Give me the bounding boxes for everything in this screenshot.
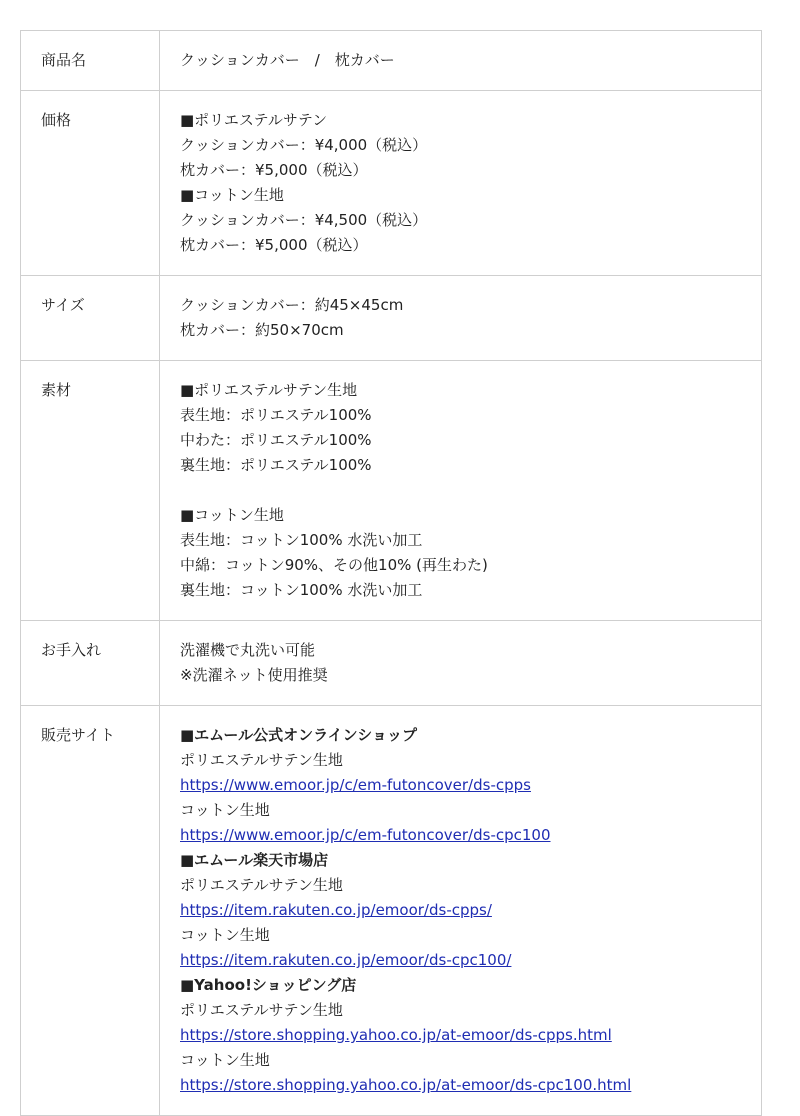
value-line: ※洗濯ネット使用推奨 (180, 666, 328, 684)
spec-value (160, 31, 762, 91)
spec-label: お手入れ (21, 621, 160, 706)
spec-row (21, 276, 762, 361)
value-line: 枕カバー：¥5,000（税込） (180, 161, 368, 179)
value-line: ■コットン生地 (180, 186, 284, 204)
spec-row (21, 621, 762, 706)
spec-row (21, 91, 762, 276)
spec-value (160, 91, 762, 276)
value-line: 洗濯機で丸洗い可能 (180, 641, 316, 659)
shop-heading: ■エムール公式オンラインショップ (180, 726, 417, 744)
value-line: 中わた：ポリエステル100% (180, 431, 372, 449)
product-spec-table (20, 30, 762, 1116)
spec-value (160, 276, 762, 361)
value-line: 表生地：コットン100% 水洗い加工 (180, 531, 423, 549)
shop-link[interactable]: https://item.rakuten.co.jp/emoor/ds-cpc100/ (180, 951, 512, 969)
spec-label: 販売サイト (21, 706, 160, 1116)
value-line: コットン生地 (180, 926, 270, 944)
shop-link[interactable]: https://item.rakuten.co.jp/emoor/ds-cpps/ (180, 901, 492, 919)
shop-heading: ■エムール楽天市場店 (180, 851, 329, 869)
spec-row (21, 361, 762, 621)
spec-value (160, 361, 762, 621)
value-line: ポリエステルサテン生地 (180, 1001, 343, 1019)
value-line: ポリエステルサテン生地 (180, 876, 343, 894)
spec-table-body (21, 31, 762, 1116)
spec-label: 商品名 (21, 31, 160, 91)
value-line: 枕カバー：¥5,000（税込） (180, 236, 368, 254)
value-line: 表生地：ポリエステル100% (180, 406, 372, 424)
value-line: 枕カバー：約50×70cm (180, 321, 344, 339)
value-line: クッションカバー / 枕カバー (180, 51, 395, 69)
value-line: 裏生地：ポリエステル100% (180, 456, 372, 474)
value-line: コットン生地 (180, 1051, 270, 1069)
spec-row (21, 31, 762, 91)
value-line: ■ポリエステルサテン生地 (180, 381, 358, 399)
value-line: 裏生地：コットン100% 水洗い加工 (180, 581, 423, 599)
value-line: クッションカバー：¥4,500（税込） (180, 211, 428, 229)
value-line: コットン生地 (180, 801, 270, 819)
shop-link[interactable]: https://www.emoor.jp/c/em-futoncover/ds-cpc100 (180, 826, 551, 844)
shop-link[interactable]: https://store.shopping.yahoo.co.jp/at-emoor/ds-cpc100.html (180, 1076, 632, 1094)
spec-label: サイズ (21, 276, 160, 361)
value-line: クッションカバー：¥4,000（税込） (180, 136, 428, 154)
value-line: ■ポリエステルサテン (180, 111, 328, 129)
value-line: ポリエステルサテン生地 (180, 751, 343, 769)
spec-label: 価格 (21, 91, 160, 276)
value-line: ■コットン生地 (180, 506, 284, 524)
blank-line (180, 478, 741, 503)
shop-link[interactable]: https://www.emoor.jp/c/em-futoncover/ds-cpps (180, 776, 531, 794)
spec-label: 素材 (21, 361, 160, 621)
spec-value (160, 706, 762, 1116)
value-line: クッションカバー：約45×45cm (180, 296, 404, 314)
shop-heading: ■Yahoo!ショッピング店 (180, 976, 357, 994)
spec-row (21, 706, 762, 1116)
shop-link[interactable]: https://store.shopping.yahoo.co.jp/at-emoor/ds-cpps.html (180, 1026, 612, 1044)
spec-value (160, 621, 762, 706)
value-line: 中綿：コットン90%、その他10% (再生わた) (180, 556, 488, 574)
